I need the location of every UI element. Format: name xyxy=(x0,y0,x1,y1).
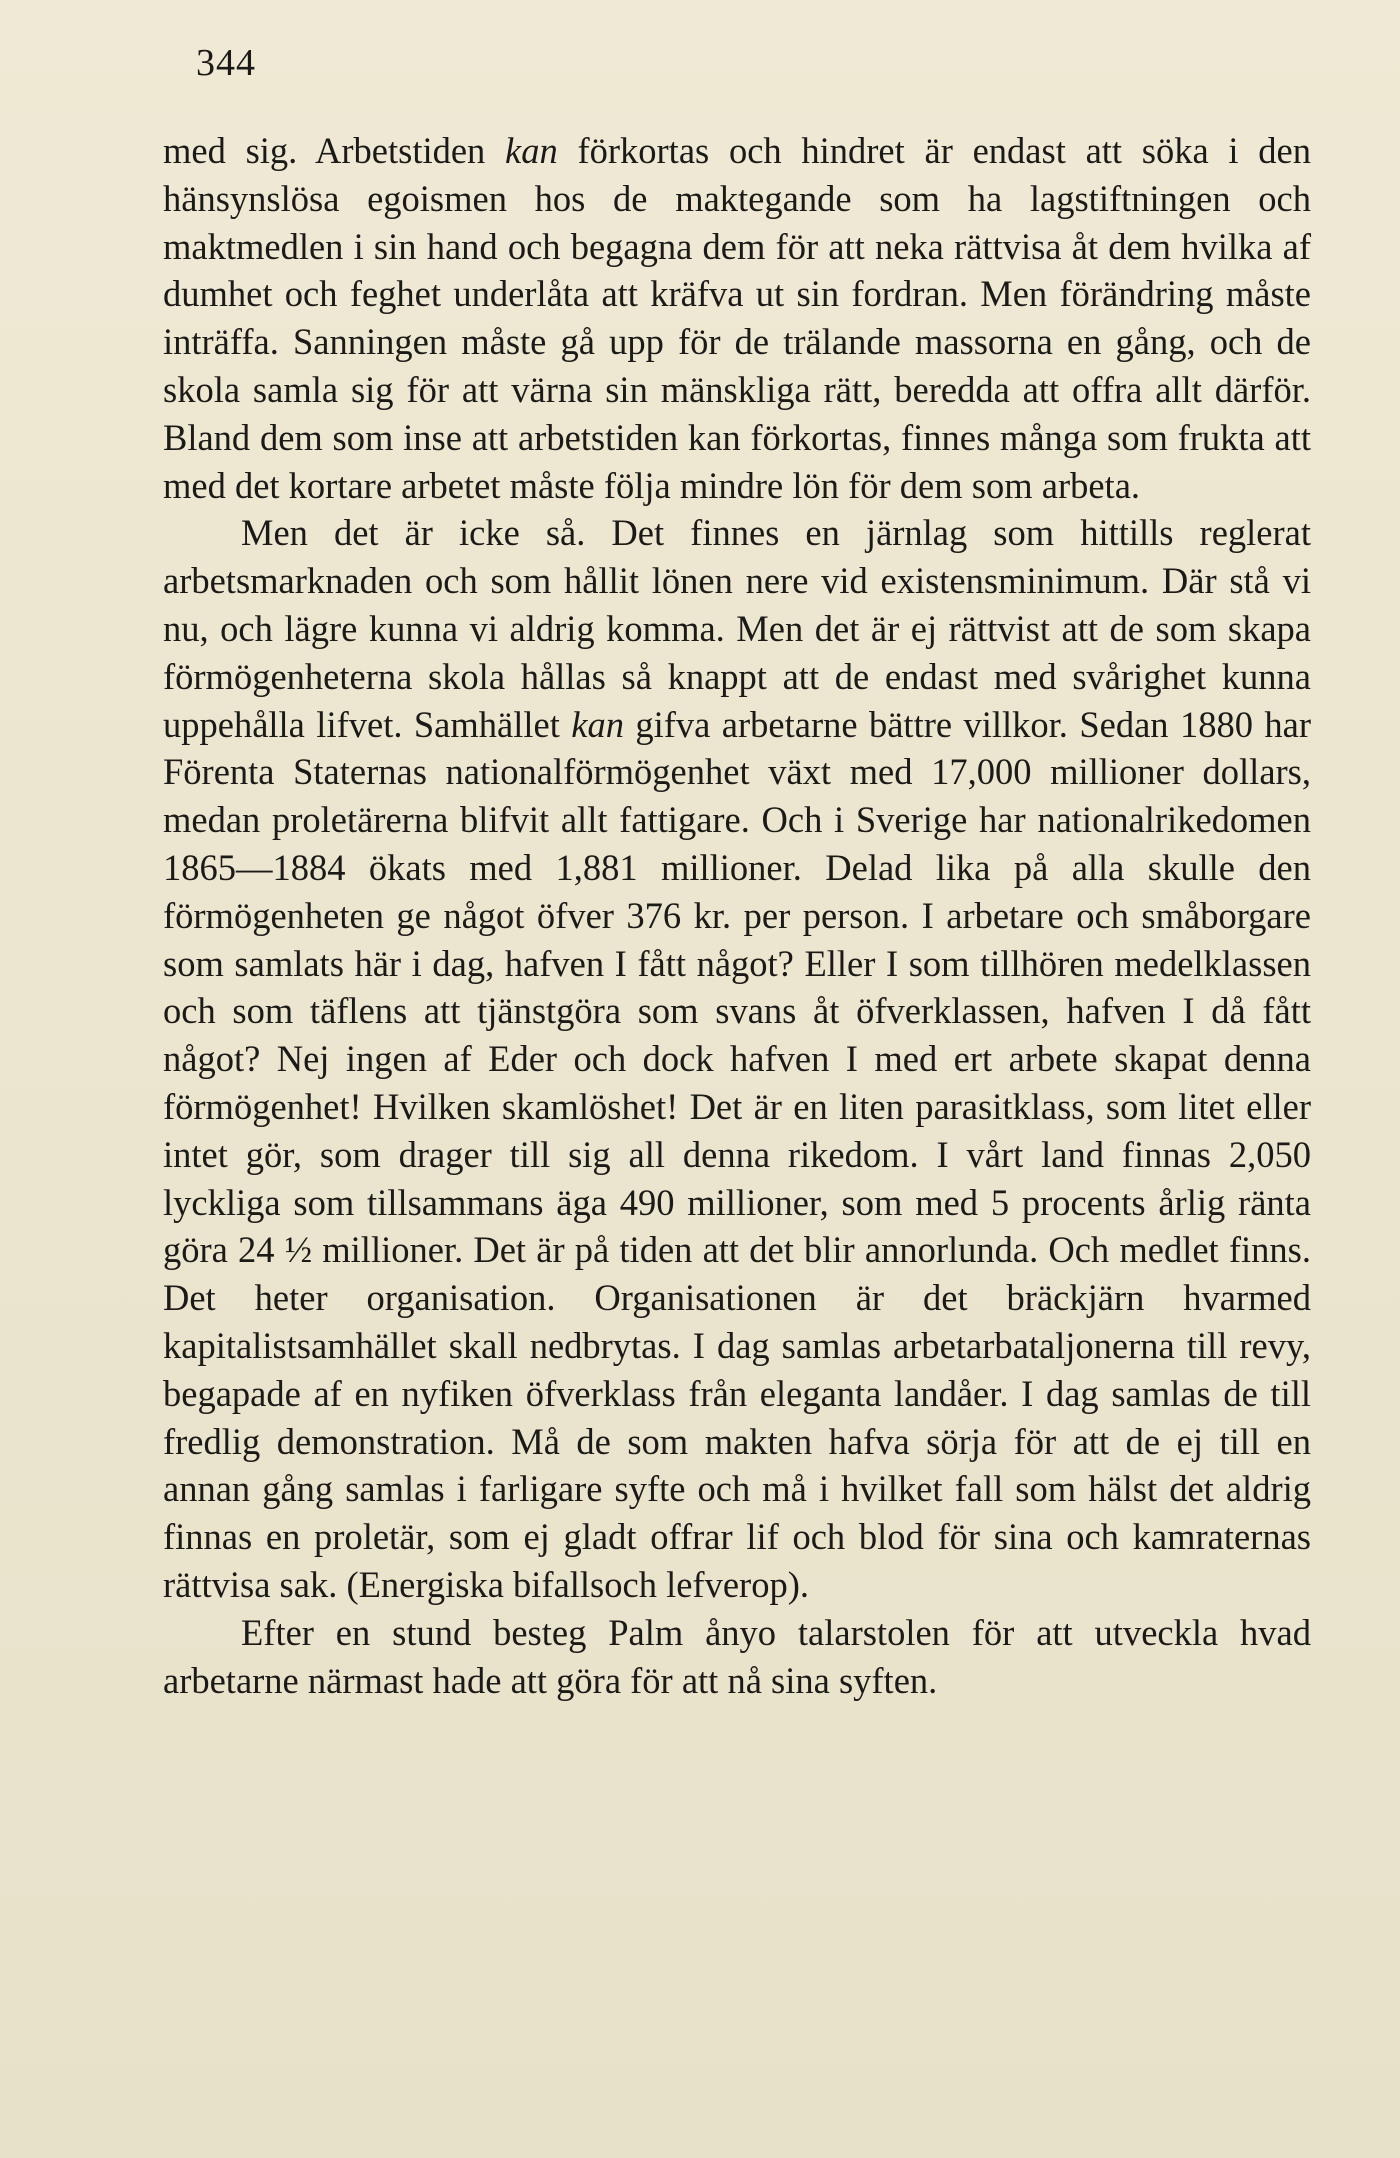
paragraph-2-emphasis: kan xyxy=(571,703,624,745)
paragraph-1-emphasis: kan xyxy=(505,130,558,171)
paragraph-3 xyxy=(163,1609,1311,1705)
paragraph-2-segment-1: Men det är icke så. Det finnes en järnlag som hittills reglerat arbetsmarknaden och som hållit lönen nere vid existensminimum. Där stå vi nu, och lägre kunna vi aldrig komma. Men det är ej rättvist att de som skapa förmögenheterna skola hållas så knappt att de endast med svårighet kunna uppehålla lifvet. Samhället xyxy=(163,512,1311,745)
paragraph-2 xyxy=(163,509,1311,1608)
page-number: 344 xyxy=(196,42,256,84)
paragraph-1-segment-3: förkortas och hindret är endast att söka i den hänsynslösa egoismen hos de maktegande som ha lagstiftningen och maktmedlen i sin hand och begagna dem för att neka rättvisa åt dem hvilka af dumhet och feghet underlåta att kräfva ut sin fordran. Men förändring måste inträffa. Sanningen måste gå upp för de trälande massorna en gång, och de skola samla sig för att värna sin mänskliga rätt, beredda att offra allt därför. Bland dem som inse att arbetstiden kan förkortas, finnes många som frukta att med det kortare arbetet måste följa mindre lön för dem som arbeta. xyxy=(163,130,1311,506)
paragraph-1 xyxy=(163,127,1311,509)
paragraph-1-segment-1: med sig. Arbetstiden xyxy=(163,130,506,171)
body-text xyxy=(163,127,1311,1704)
paragraph-2-segment-3: gifva arbetarne bättre villkor. Sedan 1880 har Förenta Staternas nationalförmögenhet växt med 17,000 millioner dollars, medan proletärerna blifvit allt fattigare. Och i Sverige har nationalrikedomen 1865—1884 ökats med 1,881 millioner. Delad lika på alla skulle den förmögenheten ge något öfver 376 kr. per person. I arbetare och småborgare som samlats här i dag, hafven I fått något? Eller I som tillhören medelklassen och som täflens att tjänstgöra som svans åt öfverklassen, hafven I då fått något? Nej ingen af Eder och dock hafven I med ert arbete skapat denna förmögenhet! Hvilken skamlöshet! Det är en liten parasitklass, som litet eller intet gör, som drager till sig all denna rikedom. I vårt land finnas 2,050 lyckliga som tillsammans äga 490 millioner, som med 5 procents årlig ränta göra 24 ½ millioner. Det är på tiden att det blir annorlunda. Och medlet finns. Det heter organisation. Organisationen är det bräckjärn hvarmed kapitalistsamhället skall nedbrytas. I dag samlas arbetarbataljonerna till revy, begapade af en nyfiken öfverklass från eleganta landåer. I dag samlas de till fredlig demonstration. Må de som makten hafva sörja för att de ej till en annan gång samlas i farligare syfte och må i hvilket fall som hälst det aldrig finnas en proletär, som ej gladt offrar lif och blod för sina och kamraternas rättvisa sak. (Energiska bifallsoch lefverop). xyxy=(163,703,1311,1605)
paragraph-3-segment-1: Efter en stund besteg Palm ånyo talarstolen för att utveckla hvad arbetarne närmast hade att göra för att nå sina syften. xyxy=(163,1611,1311,1701)
